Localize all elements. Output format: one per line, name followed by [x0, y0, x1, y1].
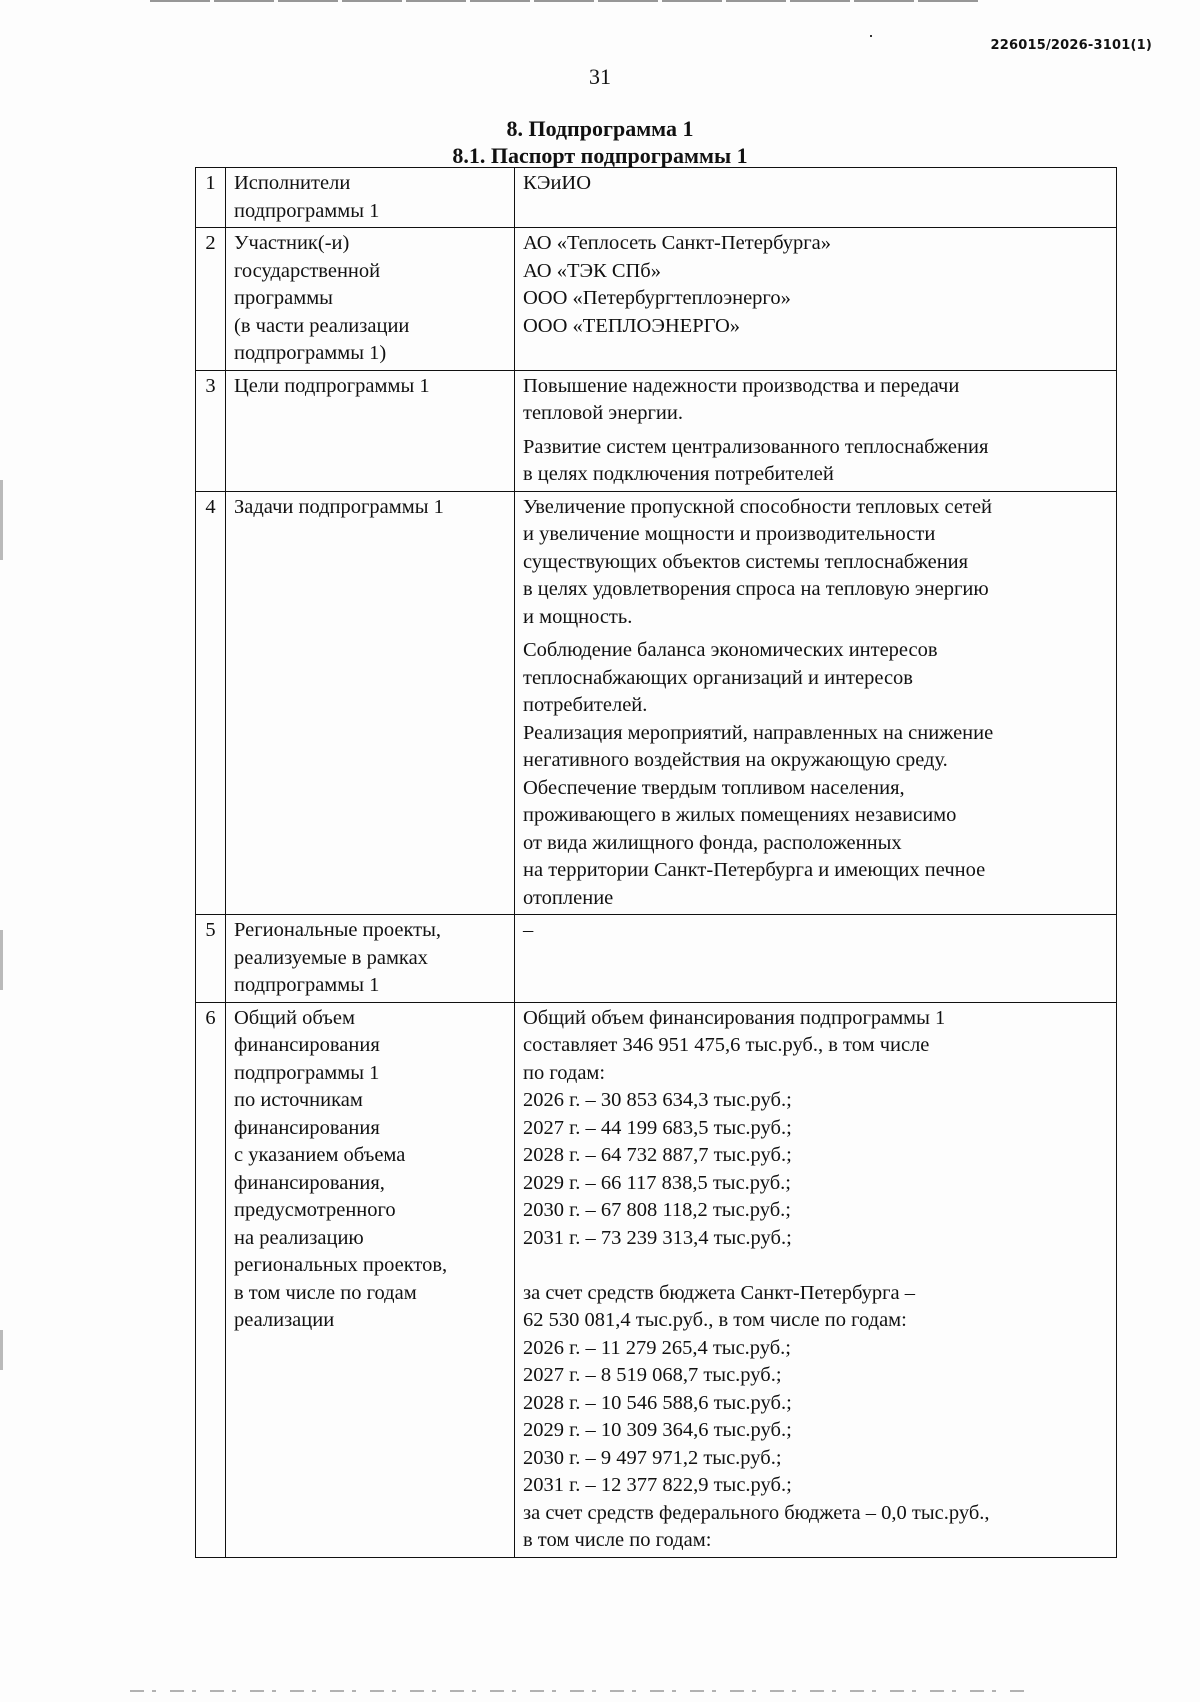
value-line: ООО «ТЕПЛОЭНЕРГО»: [523, 314, 741, 337]
value-line: негативного воздействия на окружающую среду.: [523, 749, 948, 771]
value-line: 2030 г. – 67 808 118,2 тыс.руб.;: [523, 1199, 792, 1221]
row-number: 4: [196, 491, 226, 915]
value-line: 2031 г. – 73 239 313,4 тыс.руб.;: [523, 1226, 792, 1249]
label-line: подпрограммы 1: [234, 974, 380, 996]
scan-speck: [870, 35, 872, 37]
label-line: финансирования,: [234, 1171, 385, 1194]
row-label: [226, 168, 515, 228]
value-line: 2026 г. – 30 853 634,3 тыс.руб.;: [523, 1089, 792, 1111]
value-line: –: [523, 919, 534, 941]
label-line: реализуемые в рамках: [234, 946, 428, 969]
row-number: 5: [196, 915, 226, 1003]
value-line: в том числе по годам:: [523, 1529, 712, 1551]
value-line: Реализация мероприятий, направленных на снижение: [523, 721, 994, 744]
label-line: Исполнители: [234, 172, 351, 194]
label-line: Региональные проекты,: [234, 919, 442, 941]
value-line: составляет 346 951 475,6 тыс.руб., в том числе: [523, 1034, 930, 1056]
row-value: [515, 168, 1117, 228]
value-line: КЭиИО: [523, 172, 592, 194]
label-line: реализации: [234, 1309, 335, 1331]
row-value: [515, 1002, 1117, 1557]
value-line: 2028 г. – 10 546 588,6 тыс.руб.;: [523, 1391, 792, 1414]
value-line: Обеспечение твердым топливом населения,: [523, 776, 905, 799]
value-line: 2027 г. – 44 199 683,5 тыс.руб.;: [523, 1116, 792, 1139]
value-line: 2029 г. – 66 117 838,5 тыс.руб.;: [523, 1171, 792, 1194]
passport-table: [195, 167, 1117, 1558]
label-line: программы: [234, 287, 333, 309]
row-label: [226, 491, 515, 915]
value-line: отопление: [523, 886, 614, 909]
row-number: 6: [196, 1002, 226, 1557]
label-line: по источникам: [234, 1089, 363, 1111]
table-row: [196, 1002, 1117, 1557]
value-line: Увеличение пропускной способности тепловых сетей: [523, 495, 993, 518]
row-label: [226, 915, 515, 1003]
value-line: АО «ТЭК СПб»: [523, 259, 661, 282]
label-line: финансирования: [234, 1034, 380, 1056]
row-label: [226, 370, 515, 491]
label-line: с указанием объема: [234, 1144, 406, 1166]
document-id: 226015/2026-3101(1): [990, 38, 1152, 53]
row-value: [515, 228, 1117, 371]
value-line: теплоснабжающих организаций и интересов: [523, 666, 913, 689]
row-number: 2: [196, 228, 226, 371]
row-value: [515, 915, 1117, 1003]
label-line: финансирования: [234, 1116, 380, 1139]
value-line: 2027 г. – 8 519 068,7 тыс.руб.;: [523, 1364, 782, 1386]
section-title: 8. Подпрограмма 1: [506, 116, 694, 141]
label-line: (в части реализации: [234, 314, 410, 337]
row-label: [226, 228, 515, 371]
label-line: Цели подпрограммы 1: [234, 374, 430, 397]
table-row: [196, 370, 1117, 491]
subsection-title: 8.1. Паспорт подпрограммы 1: [452, 143, 748, 168]
scan-edge-left: [0, 930, 3, 990]
value-line: от вида жилищного фонда, расположенных: [523, 831, 902, 854]
table-row: [196, 168, 1117, 228]
value-line: 62 530 081,4 тыс.руб., в том числе по годам:: [523, 1309, 907, 1331]
scan-edge-top: [150, 0, 980, 2]
value-line: Развитие систем централизованного теплоснабжения: [523, 435, 989, 458]
label-line: Участник(-и): [234, 232, 350, 254]
value-line: 2030 г. – 9 497 971,2 тыс.руб.;: [523, 1446, 782, 1469]
value-line: за счет средств федерального бюджета – 0,0 тыс.руб.,: [523, 1501, 990, 1524]
value-line: 2028 г. – 64 732 887,7 тыс.руб.;: [523, 1144, 792, 1166]
label-line: региональных проектов,: [234, 1254, 448, 1276]
row-value: [515, 370, 1117, 491]
value-line: 2026 г. – 11 279 265,4 тыс.руб.;: [523, 1336, 792, 1359]
value-line: на территории Санкт-Петербурга и имеющих печное: [523, 859, 986, 881]
value-line: в целях удовлетворения спроса на тепловую энергию: [523, 578, 989, 600]
value-line: Общий объем финансирования подпрограммы 1: [523, 1006, 946, 1029]
value-line: проживающего в жилых помещениях независимо: [523, 804, 957, 826]
value-line: и мощность.: [523, 605, 633, 628]
value-line: Повышение надежности производства и передачи: [523, 374, 960, 397]
table-row: [196, 491, 1117, 915]
value-line: потребителей.: [523, 694, 648, 716]
label-line: на реализацию: [234, 1226, 364, 1249]
label-line: государственной: [234, 259, 381, 282]
row-number: 3: [196, 370, 226, 491]
value-line: за счет средств бюджета Санкт-Петербурга –: [523, 1281, 915, 1304]
value-line: Соблюдение баланса экономических интересов: [523, 639, 938, 661]
value-line: по годам:: [523, 1061, 606, 1084]
label-line: подпрограммы 1): [234, 342, 387, 364]
value-line: тепловой энергии.: [523, 402, 683, 424]
value-line: 2029 г. – 10 309 364,6 тыс.руб.;: [523, 1419, 792, 1441]
label-line: предусмотренного: [234, 1199, 396, 1221]
value-line: 2031 г. – 12 377 822,9 тыс.руб.;: [523, 1474, 792, 1496]
value-line: существующих объектов системы теплоснабжения: [523, 550, 969, 573]
label-line: Общий объем: [234, 1006, 355, 1029]
value-line: и увеличение мощности и производительности: [523, 523, 936, 545]
row-value: [515, 491, 1117, 915]
page-number: 31: [589, 64, 611, 89]
scan-edge-left: [0, 1330, 3, 1370]
value-line: в целях подключения потребителей: [523, 463, 834, 485]
label-line: Задачи подпрограммы 1: [234, 495, 444, 518]
label-line: подпрограммы 1: [234, 199, 380, 222]
label-line: в том числе по годам: [234, 1281, 417, 1304]
label-line: подпрограммы 1: [234, 1061, 380, 1084]
value-line: ООО «Петербургтеплоэнерго»: [523, 287, 791, 309]
table-row: [196, 228, 1117, 371]
row-label: [226, 1002, 515, 1557]
scan-edge-bottom: [130, 1690, 1030, 1692]
row-number: 1: [196, 168, 226, 228]
scan-edge-left: [0, 480, 3, 560]
table-row: [196, 915, 1117, 1003]
value-line: АО «Теплосеть Санкт-Петербурга»: [523, 232, 831, 254]
